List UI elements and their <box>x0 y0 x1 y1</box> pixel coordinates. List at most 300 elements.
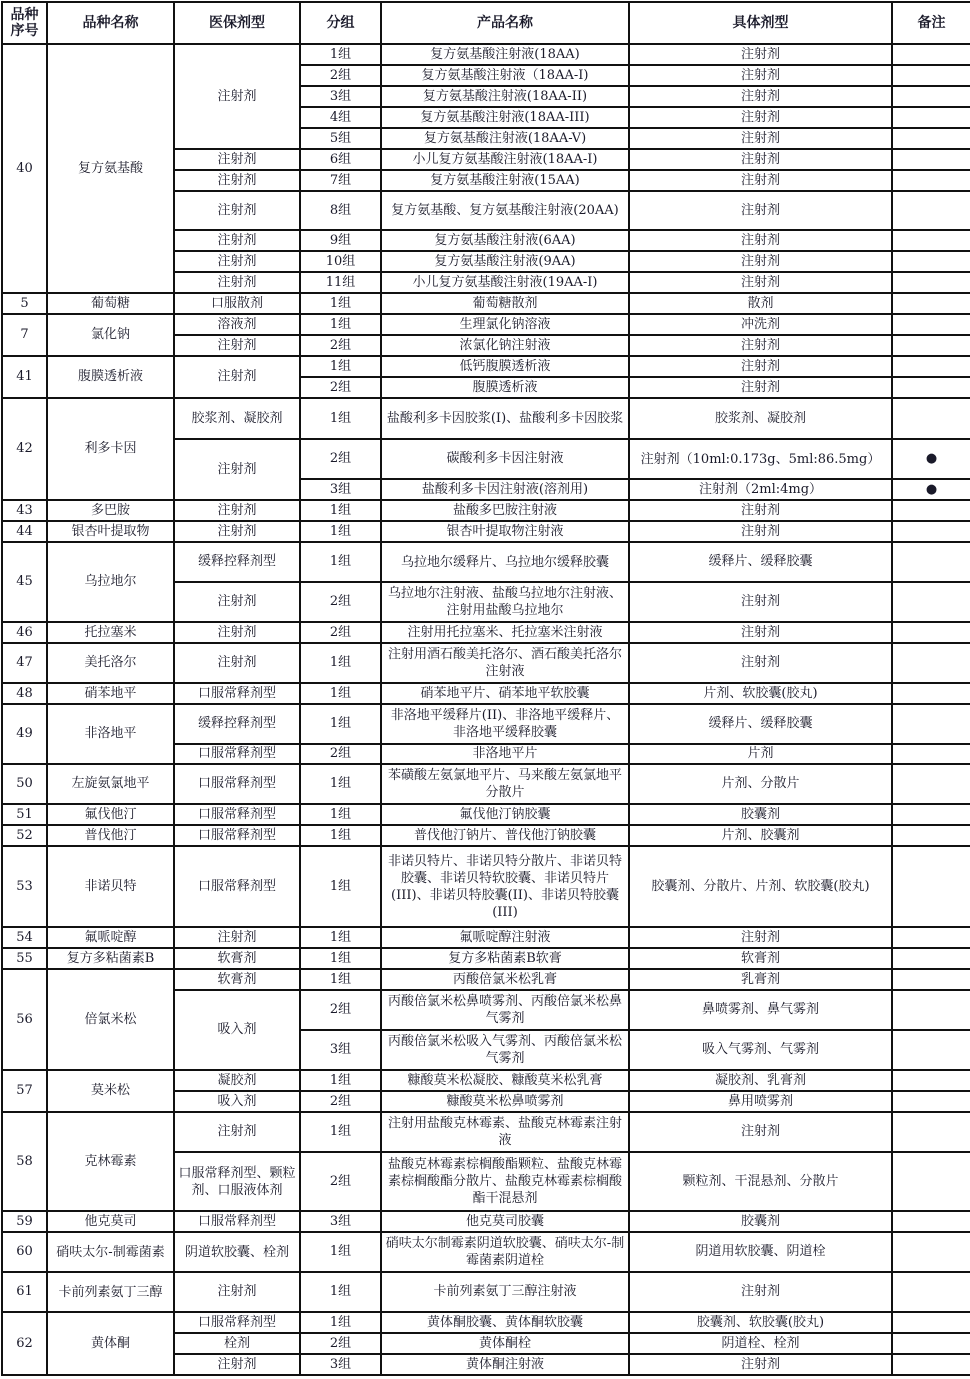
product-cell: 小儿复方氨基酸注射液(19AA-I) <box>381 272 629 293</box>
specific-cell: 缓释片、缓释胶囊 <box>629 542 892 582</box>
note-cell <box>892 251 970 272</box>
product-cell: 苯磺酸左氨氯地平片、马来酸左氨氯地平分散片 <box>381 764 629 804</box>
product-cell: 复方氨基酸注射液(18AA-V) <box>381 128 629 149</box>
form-cell: 软膏剂 <box>174 969 300 990</box>
table-row <box>2 846 970 927</box>
group-cell: 2组 <box>300 622 381 643</box>
form-cell: 口服常释剂型 <box>174 1211 300 1232</box>
note-cell <box>892 804 970 825</box>
seq-cell: 59 <box>2 1211 47 1232</box>
seq-cell: 61 <box>2 1272 47 1312</box>
header-seq: 品种序号 <box>2 2 47 44</box>
specific-cell: 注射剂 <box>629 335 892 356</box>
form-cell: 注射剂 <box>174 439 300 500</box>
group-cell: 1组 <box>300 356 381 377</box>
group-cell: 9组 <box>300 230 381 251</box>
table-row <box>2 314 970 335</box>
table-row <box>2 704 970 744</box>
form-cell: 缓释控释剂型 <box>174 542 300 582</box>
specific-cell: 软膏剂 <box>629 948 892 969</box>
table-row <box>2 1232 970 1272</box>
product-cell: 盐酸利多卡因胶浆(I)、盐酸利多卡因胶浆 <box>381 398 629 439</box>
table-row <box>2 1112 970 1152</box>
table-row <box>2 500 970 521</box>
specific-cell: 注射剂 <box>629 1112 892 1152</box>
note-cell <box>892 990 970 1030</box>
table-row <box>2 44 970 65</box>
specific-cell: 注射剂 <box>629 643 892 683</box>
form-cell: 口服常释剂型 <box>174 744 300 764</box>
specific-cell: 凝胶剂、乳膏剂 <box>629 1070 892 1091</box>
note-cell <box>892 1354 970 1375</box>
specific-cell: 注射剂 <box>629 927 892 948</box>
specific-cell: 颗粒剂、干混悬剂、分散片 <box>629 1152 892 1211</box>
group-cell: 1组 <box>300 969 381 990</box>
product-cell: 丙酸倍氯米松乳膏 <box>381 969 629 990</box>
note-cell <box>892 149 970 170</box>
note-cell <box>892 1333 970 1354</box>
note-cell <box>892 927 970 948</box>
product-cell: 复方氨基酸注射液(18AA) <box>381 44 629 65</box>
seq-cell: 7 <box>2 314 47 356</box>
specific-cell: 片剂、分散片 <box>629 764 892 804</box>
specific-cell: 乳膏剂 <box>629 969 892 990</box>
product-cell: 复方氨基酸注射液(6AA) <box>381 230 629 251</box>
product-cell: 银杏叶提取物注射液 <box>381 521 629 542</box>
product-cell: 糠酸莫米松凝胶、糠酸莫米松乳膏 <box>381 1070 629 1091</box>
specific-cell: 胶囊剂 <box>629 1211 892 1232</box>
product-cell: 盐酸多巴胺注射液 <box>381 500 629 521</box>
form-cell: 注射剂 <box>174 622 300 643</box>
note-cell <box>892 1091 970 1112</box>
group-cell: 1组 <box>300 846 381 927</box>
note-cell <box>892 1232 970 1272</box>
note-cell <box>892 643 970 683</box>
note-cell <box>892 500 970 521</box>
group-cell: 1组 <box>300 521 381 542</box>
specific-cell: 散剂 <box>629 293 892 314</box>
group-cell: 1组 <box>300 704 381 744</box>
table-row <box>2 1312 970 1333</box>
note-cell: ● <box>892 439 970 479</box>
group-cell: 8组 <box>300 191 381 230</box>
seq-cell: 54 <box>2 927 47 948</box>
note-cell <box>892 1211 970 1232</box>
form-cell: 注射剂 <box>174 191 300 230</box>
seq-cell: 43 <box>2 500 47 521</box>
name-cell: 银杏叶提取物 <box>47 521 174 542</box>
table-row <box>2 683 970 704</box>
specific-cell: 胶囊剂、软胶囊(胶丸) <box>629 1312 892 1333</box>
specific-cell: 注射剂 <box>629 622 892 643</box>
table-row <box>2 804 970 825</box>
group-cell: 1组 <box>300 764 381 804</box>
specific-cell: 注射剂 <box>629 272 892 293</box>
group-cell: 5组 <box>300 128 381 149</box>
product-cell: 复方氨基酸、复方氨基酸注射液(20AA) <box>381 191 629 230</box>
name-cell: 卡前列素氨丁三醇 <box>47 1272 174 1312</box>
product-cell: 乌拉地尔缓释片、乌拉地尔缓释胶囊 <box>381 542 629 582</box>
seq-cell: 46 <box>2 622 47 643</box>
note-cell <box>892 293 970 314</box>
seq-cell: 50 <box>2 764 47 804</box>
form-cell: 注射剂 <box>174 170 300 191</box>
note-cell <box>892 1312 970 1333</box>
form-cell: 口服常释剂型 <box>174 764 300 804</box>
form-cell: 注射剂 <box>174 251 300 272</box>
product-cell: 非洛地平片 <box>381 744 629 764</box>
name-cell: 非洛地平 <box>47 704 174 764</box>
product-cell: 糠酸莫米松鼻喷雾剂 <box>381 1091 629 1112</box>
form-cell: 凝胶剂 <box>174 1070 300 1091</box>
header-group: 分组 <box>300 2 381 44</box>
name-cell: 黄体酮 <box>47 1312 174 1375</box>
seq-cell: 42 <box>2 398 47 500</box>
group-cell: 1组 <box>300 500 381 521</box>
note-cell <box>892 1030 970 1070</box>
product-cell: 注射用酒石酸美托洛尔、酒石酸美托洛尔注射液 <box>381 643 629 683</box>
specific-cell: 注射剂 <box>629 149 892 170</box>
name-cell: 倍氯米松 <box>47 969 174 1070</box>
form-cell: 注射剂 <box>174 1112 300 1152</box>
note-cell <box>892 314 970 335</box>
name-cell: 普伐他汀 <box>47 825 174 846</box>
group-cell: 1组 <box>300 1070 381 1091</box>
group-cell: 2组 <box>300 335 381 356</box>
name-cell: 硝呋太尔-制霉菌素 <box>47 1232 174 1272</box>
note-cell <box>892 764 970 804</box>
group-cell: 10组 <box>300 251 381 272</box>
form-cell: 注射剂 <box>174 149 300 170</box>
group-cell: 3组 <box>300 479 381 500</box>
group-cell: 2组 <box>300 377 381 398</box>
name-cell: 氯化钠 <box>47 314 174 356</box>
seq-cell: 48 <box>2 683 47 704</box>
note-cell <box>892 542 970 582</box>
product-cell: 低钙腹膜透析液 <box>381 356 629 377</box>
group-cell: 1组 <box>300 643 381 683</box>
header-note: 备注 <box>892 2 970 44</box>
note-cell <box>892 86 970 107</box>
group-cell: 1组 <box>300 825 381 846</box>
table-row <box>2 542 970 582</box>
form-cell: 注射剂 <box>174 521 300 542</box>
group-cell: 2组 <box>300 744 381 764</box>
product-cell: 盐酸克林霉素棕榈酸酯颗粒、盐酸克林霉素棕榈酸酯分散片、盐酸克林霉素棕榈酸酯干混悬剂 <box>381 1152 629 1211</box>
form-cell: 软膏剂 <box>174 948 300 969</box>
form-cell: 注射剂 <box>174 44 300 149</box>
table-row <box>2 764 970 804</box>
form-cell: 口服常释剂型 <box>174 1312 300 1333</box>
specific-cell: 注射剂 <box>629 500 892 521</box>
product-cell: 腹膜透析液 <box>381 377 629 398</box>
specific-cell: 注射剂 <box>629 107 892 128</box>
group-cell: 7组 <box>300 170 381 191</box>
product-cell: 丙酸倍氯米松吸入气雾剂、丙酸倍氯米松气雾剂 <box>381 1030 629 1070</box>
specific-cell: 注射剂 <box>629 86 892 107</box>
group-cell: 4组 <box>300 107 381 128</box>
name-cell: 多巴胺 <box>47 500 174 521</box>
group-cell: 2组 <box>300 990 381 1030</box>
table-row <box>2 398 970 439</box>
product-cell: 盐酸利多卡因注射液(溶剂用) <box>381 479 629 500</box>
header-product: 产品名称 <box>381 2 629 44</box>
form-cell: 口服常释剂型 <box>174 825 300 846</box>
specific-cell: 注射剂 <box>629 1272 892 1312</box>
group-cell: 2组 <box>300 1152 381 1211</box>
product-cell: 复方多粘菌素B软膏 <box>381 948 629 969</box>
note-cell <box>892 398 970 439</box>
form-cell: 胶浆剂、凝胶剂 <box>174 398 300 439</box>
specific-cell: 注射剂（2ml:4mg） <box>629 479 892 500</box>
form-cell: 注射剂 <box>174 643 300 683</box>
specific-cell: 注射剂 <box>629 230 892 251</box>
note-cell <box>892 744 970 764</box>
product-cell: 非洛地平缓释片(II)、非洛地平缓释片、非洛地平缓释胶囊 <box>381 704 629 744</box>
specific-cell: 注射剂 <box>629 251 892 272</box>
table-row <box>2 969 970 990</box>
table-row <box>2 1211 970 1232</box>
name-cell: 克林霉素 <box>47 1112 174 1211</box>
form-cell: 注射剂 <box>174 1272 300 1312</box>
product-cell: 氟哌啶醇注射液 <box>381 927 629 948</box>
product-cell: 葡萄糖散剂 <box>381 293 629 314</box>
product-cell: 注射用托拉塞米、托拉塞米注射液 <box>381 622 629 643</box>
seq-cell: 5 <box>2 293 47 314</box>
form-cell: 口服散剂 <box>174 293 300 314</box>
form-cell: 注射剂 <box>174 335 300 356</box>
seq-cell: 55 <box>2 948 47 969</box>
table-row <box>2 948 970 969</box>
note-cell <box>892 335 970 356</box>
specific-cell: 冲洗剂 <box>629 314 892 335</box>
group-cell: 1组 <box>300 1312 381 1333</box>
product-cell: 黄体酮栓 <box>381 1333 629 1354</box>
product-cell: 他克莫司胶囊 <box>381 1211 629 1232</box>
product-cell: 生理氯化钠溶液 <box>381 314 629 335</box>
specific-cell: 注射剂 <box>629 356 892 377</box>
form-cell: 口服常释剂型、颗粒剂、口服液体剂 <box>174 1152 300 1211</box>
product-cell: 氟伐他汀钠胶囊 <box>381 804 629 825</box>
group-cell: 2组 <box>300 1333 381 1354</box>
seq-cell: 56 <box>2 969 47 1070</box>
note-cell <box>892 683 970 704</box>
seq-cell: 40 <box>2 44 47 293</box>
group-cell: 3组 <box>300 1211 381 1232</box>
product-cell: 复方氨基酸注射液(18AA-III) <box>381 107 629 128</box>
form-cell: 注射剂 <box>174 582 300 622</box>
product-cell: 复方氨基酸注射液(15AA) <box>381 170 629 191</box>
note-cell <box>892 272 970 293</box>
specific-cell: 注射剂 <box>629 128 892 149</box>
drug-catalog-table <box>1 1 970 1376</box>
header-name: 品种名称 <box>47 2 174 44</box>
name-cell: 托拉塞米 <box>47 622 174 643</box>
name-cell: 复方多粘菌素B <box>47 948 174 969</box>
group-cell: 11组 <box>300 272 381 293</box>
form-cell: 口服常释剂型 <box>174 804 300 825</box>
group-cell: 2组 <box>300 65 381 86</box>
seq-cell: 57 <box>2 1070 47 1112</box>
group-cell: 1组 <box>300 1112 381 1152</box>
header-insured-form: 医保剂型 <box>174 2 300 44</box>
note-cell <box>892 170 970 191</box>
table-row <box>2 356 970 377</box>
table-row <box>2 643 970 683</box>
specific-cell: 注射剂 <box>629 44 892 65</box>
group-cell: 1组 <box>300 314 381 335</box>
name-cell: 利多卡因 <box>47 398 174 500</box>
group-cell: 1组 <box>300 44 381 65</box>
specific-cell: 鼻喷雾剂、鼻气雾剂 <box>629 990 892 1030</box>
specific-cell: 吸入气雾剂、气雾剂 <box>629 1030 892 1070</box>
specific-cell: 注射剂 <box>629 170 892 191</box>
product-cell: 硝呋太尔制霉素阴道软胶囊、硝呋太尔-制霉菌素阴道栓 <box>381 1232 629 1272</box>
table-row <box>2 1272 970 1312</box>
specific-cell: 注射剂（10ml:0.173g、5ml:86.5mg） <box>629 439 892 479</box>
name-cell: 非诺贝特 <box>47 846 174 927</box>
group-cell: 2组 <box>300 1091 381 1112</box>
name-cell: 乌拉地尔 <box>47 542 174 622</box>
specific-cell: 胶浆剂、凝胶剂 <box>629 398 892 439</box>
form-cell: 口服常释剂型 <box>174 683 300 704</box>
group-cell: 1组 <box>300 927 381 948</box>
form-cell: 栓剂 <box>174 1333 300 1354</box>
note-cell <box>892 846 970 927</box>
note-cell <box>892 948 970 969</box>
group-cell: 3组 <box>300 86 381 107</box>
specific-cell: 注射剂 <box>629 65 892 86</box>
product-cell: 复方氨基酸注射液（18AA-I) <box>381 65 629 86</box>
note-cell <box>892 704 970 744</box>
note-cell <box>892 1112 970 1152</box>
table-row <box>2 1070 970 1091</box>
product-cell: 硝苯地平片、硝苯地平软胶囊 <box>381 683 629 704</box>
specific-cell: 阴道用软胶囊、阴道栓 <box>629 1232 892 1272</box>
table-row <box>2 622 970 643</box>
product-cell: 乌拉地尔注射液、盐酸乌拉地尔注射液、注射用盐酸乌拉地尔 <box>381 582 629 622</box>
name-cell: 美托洛尔 <box>47 643 174 683</box>
product-cell: 复方氨基酸注射液(18AA-II) <box>381 86 629 107</box>
group-cell: 1组 <box>300 683 381 704</box>
specific-cell: 注射剂 <box>629 191 892 230</box>
group-cell: 2组 <box>300 439 381 479</box>
note-cell <box>892 356 970 377</box>
product-cell: 浓氯化钠注射液 <box>381 335 629 356</box>
specific-cell: 缓释片、缓释胶囊 <box>629 704 892 744</box>
product-cell: 复方氨基酸注射液(9AA) <box>381 251 629 272</box>
seq-cell: 45 <box>2 542 47 622</box>
specific-cell: 阴道栓、栓剂 <box>629 1333 892 1354</box>
form-cell: 阴道软胶囊、栓剂 <box>174 1232 300 1272</box>
name-cell: 他克莫司 <box>47 1211 174 1232</box>
group-cell: 1组 <box>300 293 381 314</box>
seq-cell: 44 <box>2 521 47 542</box>
specific-cell: 注射剂 <box>629 377 892 398</box>
specific-cell: 胶囊剂、分散片、片剂、软胶囊(胶丸) <box>629 846 892 927</box>
specific-cell: 片剂、胶囊剂 <box>629 825 892 846</box>
note-cell <box>892 377 970 398</box>
note-cell <box>892 191 970 230</box>
name-cell: 腹膜透析液 <box>47 356 174 398</box>
header-row <box>2 2 970 44</box>
specific-cell: 鼻用喷雾剂 <box>629 1091 892 1112</box>
form-cell: 吸入剂 <box>174 1091 300 1112</box>
seq-cell: 52 <box>2 825 47 846</box>
form-cell: 注射剂 <box>174 500 300 521</box>
seq-cell: 60 <box>2 1232 47 1272</box>
product-cell: 碳酸利多卡因注射液 <box>381 439 629 479</box>
note-cell: ● <box>892 479 970 500</box>
note-cell <box>892 65 970 86</box>
group-cell: 6组 <box>300 149 381 170</box>
product-cell: 普伐他汀钠片、普伐他汀钠胶囊 <box>381 825 629 846</box>
name-cell: 氟伐他汀 <box>47 804 174 825</box>
product-cell: 非诺贝特片、非诺贝特分散片、非诺贝特胶囊、非诺贝特软胶囊、非诺贝特片(III)、非诺贝特胶囊(II)、非诺贝特胶囊(III) <box>381 846 629 927</box>
group-cell: 1组 <box>300 948 381 969</box>
note-cell <box>892 44 970 65</box>
product-cell: 卡前列素氨丁三醇注射液 <box>381 1272 629 1312</box>
group-cell: 1组 <box>300 1272 381 1312</box>
note-cell <box>892 825 970 846</box>
name-cell: 左旋氨氯地平 <box>47 764 174 804</box>
table-row <box>2 825 970 846</box>
note-cell <box>892 622 970 643</box>
form-cell: 吸入剂 <box>174 990 300 1070</box>
seq-cell: 58 <box>2 1112 47 1211</box>
name-cell: 莫米松 <box>47 1070 174 1112</box>
specific-cell: 胶囊剂 <box>629 804 892 825</box>
product-cell: 黄体酮胶囊、黄体酮软胶囊 <box>381 1312 629 1333</box>
form-cell: 溶液剂 <box>174 314 300 335</box>
form-cell: 口服常释剂型 <box>174 846 300 927</box>
note-cell <box>892 521 970 542</box>
note-cell <box>892 128 970 149</box>
specific-cell: 注射剂 <box>629 521 892 542</box>
header-specific-form: 具体剂型 <box>629 2 892 44</box>
specific-cell: 片剂、软胶囊(胶丸) <box>629 683 892 704</box>
group-cell: 2组 <box>300 582 381 622</box>
product-cell: 黄体酮注射液 <box>381 1354 629 1375</box>
specific-cell: 注射剂 <box>629 582 892 622</box>
seq-cell: 49 <box>2 704 47 764</box>
note-cell <box>892 1152 970 1211</box>
seq-cell: 51 <box>2 804 47 825</box>
product-cell: 小儿复方氨基酸注射液(18AA-I) <box>381 149 629 170</box>
note-cell <box>892 107 970 128</box>
note-cell <box>892 582 970 622</box>
table-row <box>2 927 970 948</box>
product-cell: 注射用盐酸克林霉素、盐酸克林霉素注射液 <box>381 1112 629 1152</box>
product-cell: 丙酸倍氯米松鼻喷雾剂、丙酸倍氯米松鼻气雾剂 <box>381 990 629 1030</box>
seq-cell: 41 <box>2 356 47 398</box>
group-cell: 1组 <box>300 398 381 439</box>
specific-cell: 注射剂 <box>629 1354 892 1375</box>
note-cell <box>892 230 970 251</box>
seq-cell: 53 <box>2 846 47 927</box>
name-cell: 硝苯地平 <box>47 683 174 704</box>
note-cell <box>892 1070 970 1091</box>
name-cell: 葡萄糖 <box>47 293 174 314</box>
name-cell: 复方氨基酸 <box>47 44 174 293</box>
form-cell: 注射剂 <box>174 356 300 398</box>
form-cell: 注射剂 <box>174 272 300 293</box>
seq-cell: 62 <box>2 1312 47 1375</box>
group-cell: 3组 <box>300 1030 381 1070</box>
table-row <box>2 293 970 314</box>
group-cell: 1组 <box>300 804 381 825</box>
group-cell: 1组 <box>300 1232 381 1272</box>
